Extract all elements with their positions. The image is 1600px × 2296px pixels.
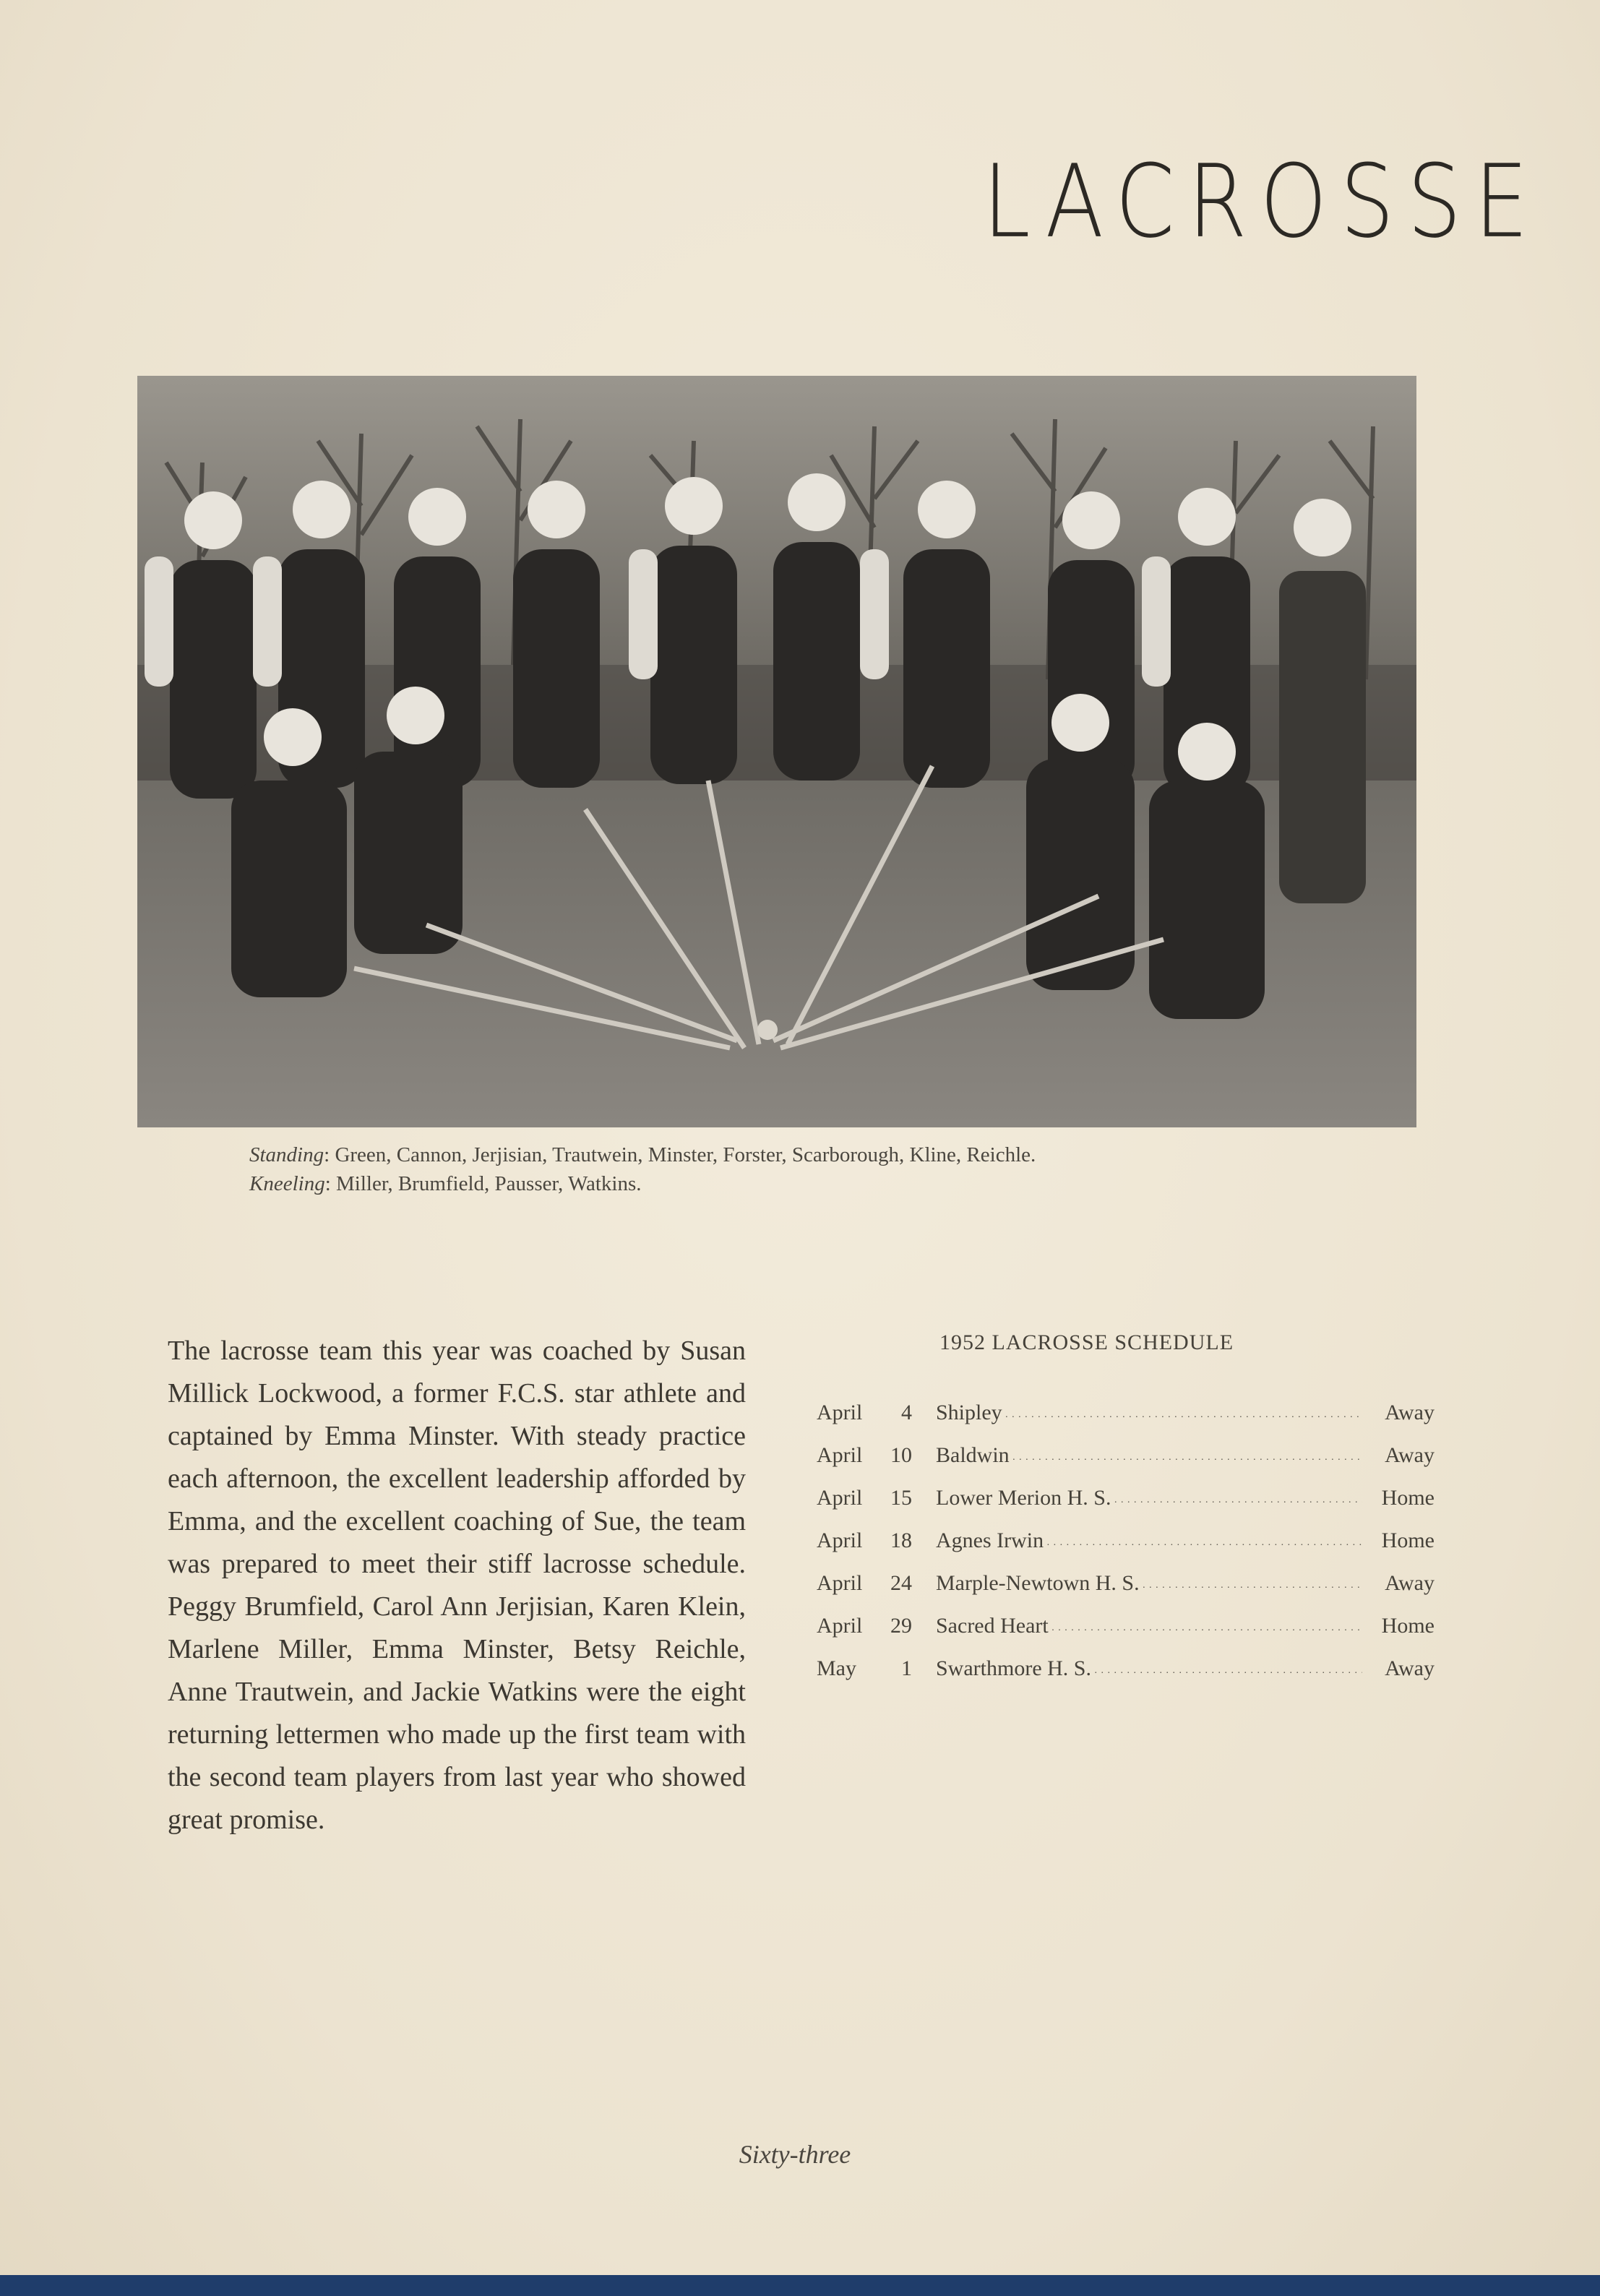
schedule-month: April [817,1486,863,1510]
schedule-month: April [817,1528,863,1552]
photo-caption [249,1140,1406,1198]
schedule-opponent: Marple-Newtown H. S. . . . [936,1562,1362,1607]
schedule-day: 10 [890,1443,912,1467]
schedule-day: 29 [890,1614,912,1638]
standing-label: Standing [249,1143,324,1166]
schedule-row [817,1391,1435,1434]
schedule-day: 15 [890,1486,912,1510]
schedule-opponent: Baldwin . . . [936,1434,1362,1479]
kneeling-names: Miller, Brumfield, Pausser, Watkins. [336,1172,642,1195]
schedule-row [817,1647,1435,1690]
schedule-opponent: Sacred Heart . . . [936,1604,1362,1649]
schedule-opponent: Lower Merion H. S. . . . [936,1476,1362,1521]
schedule-location: Home [1381,1528,1435,1552]
page-title: LACROSSE [983,142,1541,260]
schedule-row [817,1562,1435,1604]
schedule-location: Home [1381,1486,1435,1510]
schedule-location: Away [1385,1401,1435,1424]
schedule-location: Away [1385,1571,1435,1595]
schedule-row [817,1476,1435,1519]
schedule-month: April [817,1614,863,1638]
schedule-location: Home [1381,1614,1435,1638]
schedule-day: 4 [901,1401,912,1424]
schedule-day: 1 [901,1656,912,1680]
schedule-row [817,1434,1435,1476]
page-number: Sixty-three [739,2140,851,2169]
caption-standing-line: Standing: Green, Cannon, Jerjisian, Trautwein, Minster, Forster, Scarborough, Kline, Reichle. [249,1143,1036,1166]
schedule-day: 18 [890,1528,912,1552]
schedule-location: Away [1385,1656,1435,1680]
schedule-month: April [817,1571,863,1595]
schedule-opponent: Swarthmore H. S. . . . [936,1647,1362,1692]
schedule-month: April [817,1443,863,1467]
schedule-table [817,1391,1435,1690]
schedule-month: May [817,1656,856,1680]
schedule-location: Away [1385,1443,1435,1467]
bottom-edge-band [0,2275,1600,2296]
schedule-row [817,1519,1435,1562]
schedule-opponent: Agnes Irwin . . . [936,1519,1362,1564]
team-photo-image [137,376,1416,1127]
schedule-row [817,1604,1435,1647]
article-paragraph: The lacrosse team this year was coached by Susan Millick Lockwood, a former F.C.S. star athlete and captained by Emma Minster. With steady practice each afternoon, the excellent leadership afforded by Emma, and the excellent coaching of Sue, the team was prepared to meet their stiff lacrosse schedule. Peggy Brumfield, Carol Ann Jerjisian, Karen Klein, Marlene Miller, Emma Minster, Betsy Reichle, Anne Trautwein, and Jackie Watkins were the eight returning lettermen who made up the first team with the second team players from last year who showed great promise. [168,1336,746,1835]
schedule-title: 1952 LACROSSE SCHEDULE [939,1330,1234,1354]
standing-names: Green, Cannon, Jerjisian, Trautwein, Minster, Forster, Scarborough, Kline, Reichle. [335,1143,1036,1166]
schedule-opponent: Shipley . . . [936,1391,1362,1436]
schedule-day: 24 [890,1571,912,1595]
caption-kneeling-line: Kneeling: Miller, Brumfield, Pausser, Watkins. [249,1172,642,1195]
kneeling-label: Kneeling [249,1172,325,1195]
team-photo [137,376,1416,1127]
schedule-month: April [817,1401,863,1424]
